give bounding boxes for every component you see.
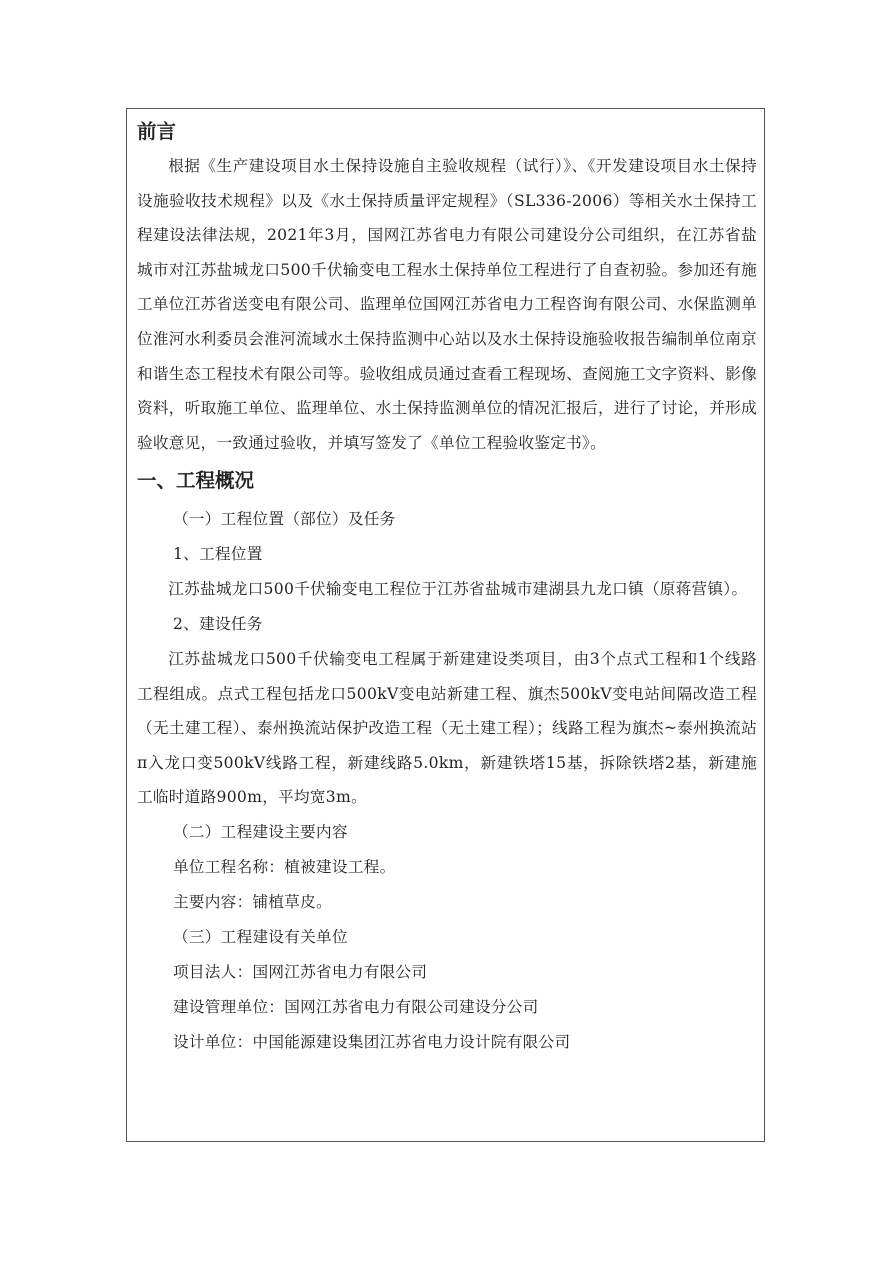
item-1-title: 1、工程位置 (173, 545, 263, 564)
item-1-text: 江苏盐城龙口500千伏输变电工程位于江苏省盐城市建湖县九龙口镇（原蒋营镇）。 (168, 580, 748, 599)
subsection-2-title: （二）工程建设主要内容 (173, 822, 348, 841)
document-frame (126, 108, 765, 1142)
preface-heading: 前言 (137, 120, 177, 143)
overview-heading: 一、工程概况 (137, 469, 255, 493)
subsection-1-title: （一）工程位置（部位）及任务 (173, 510, 396, 529)
item-2-title: 2、建设任务 (173, 614, 263, 633)
item-2-text: 江苏盐城龙口500千伏输变电工程属于新建建设类项目，由3个点式工程和1个线路工程组成。点式工程包括龙口500kV变电站新建工程、旗杰500kV变电站间隔改造工程（无土建工程）、泰州换流站保护改造工程（无土建工程）；线路工程为旗杰~泰州换流站π入龙口变500kV线路工程，新建线路5.0km，新建铁塔15基，拆除铁塔2基，新建施工临时道路900m，平均宽3m。 (137, 649, 757, 807)
subsection-3-title: （三）工程建设有关单位 (173, 927, 348, 946)
preface-paragraph: 根据《生产建设项目水土保持设施自主验收规程（试行）》、《开发建设项目水土保持设施验收技术规程》以及《水土保持质量评定规程》（SL336-2006）等相关水土保持工程建设法律法规，2021年3月，国网江苏省电力有限公司建设分公司组织，在江苏省盐城市对江苏盐城龙口500千伏输变电工程水土保持单位工程进行了自查初验。参加还有施工单位江苏省送变电有限公司、监理单位国网江苏省电力工程咨询有限公司、水保监测单位淮河水利委员会淮河流域水土保持监测中心站以及水土保持设施验收报告编制单位南京和谐生态工程技术有限公司等。验收组成员通过查看工程现场、查阅施工文字资料、影像资料，听取施工单位、监理单位、水土保持监测单位的情况汇报后，进行了讨论，并形成验收意见，一致通过验收，并填写签发了《单位工程验收鉴定书》。 (137, 157, 757, 452)
document-content (137, 115, 757, 1060)
project-owner-line: 项目法人：国网江苏省电力有限公司 (173, 962, 428, 981)
construction-manager-line: 建设管理单位：国网江苏省电力有限公司建设分公司 (173, 997, 539, 1016)
main-content-line: 主要内容：铺植草皮。 (173, 892, 332, 911)
unit-name-line: 单位工程名称：植被建设工程。 (173, 857, 396, 876)
design-unit-line: 设计单位：中国能源建设集团江苏省电力设计院有限公司 (173, 1032, 571, 1051)
